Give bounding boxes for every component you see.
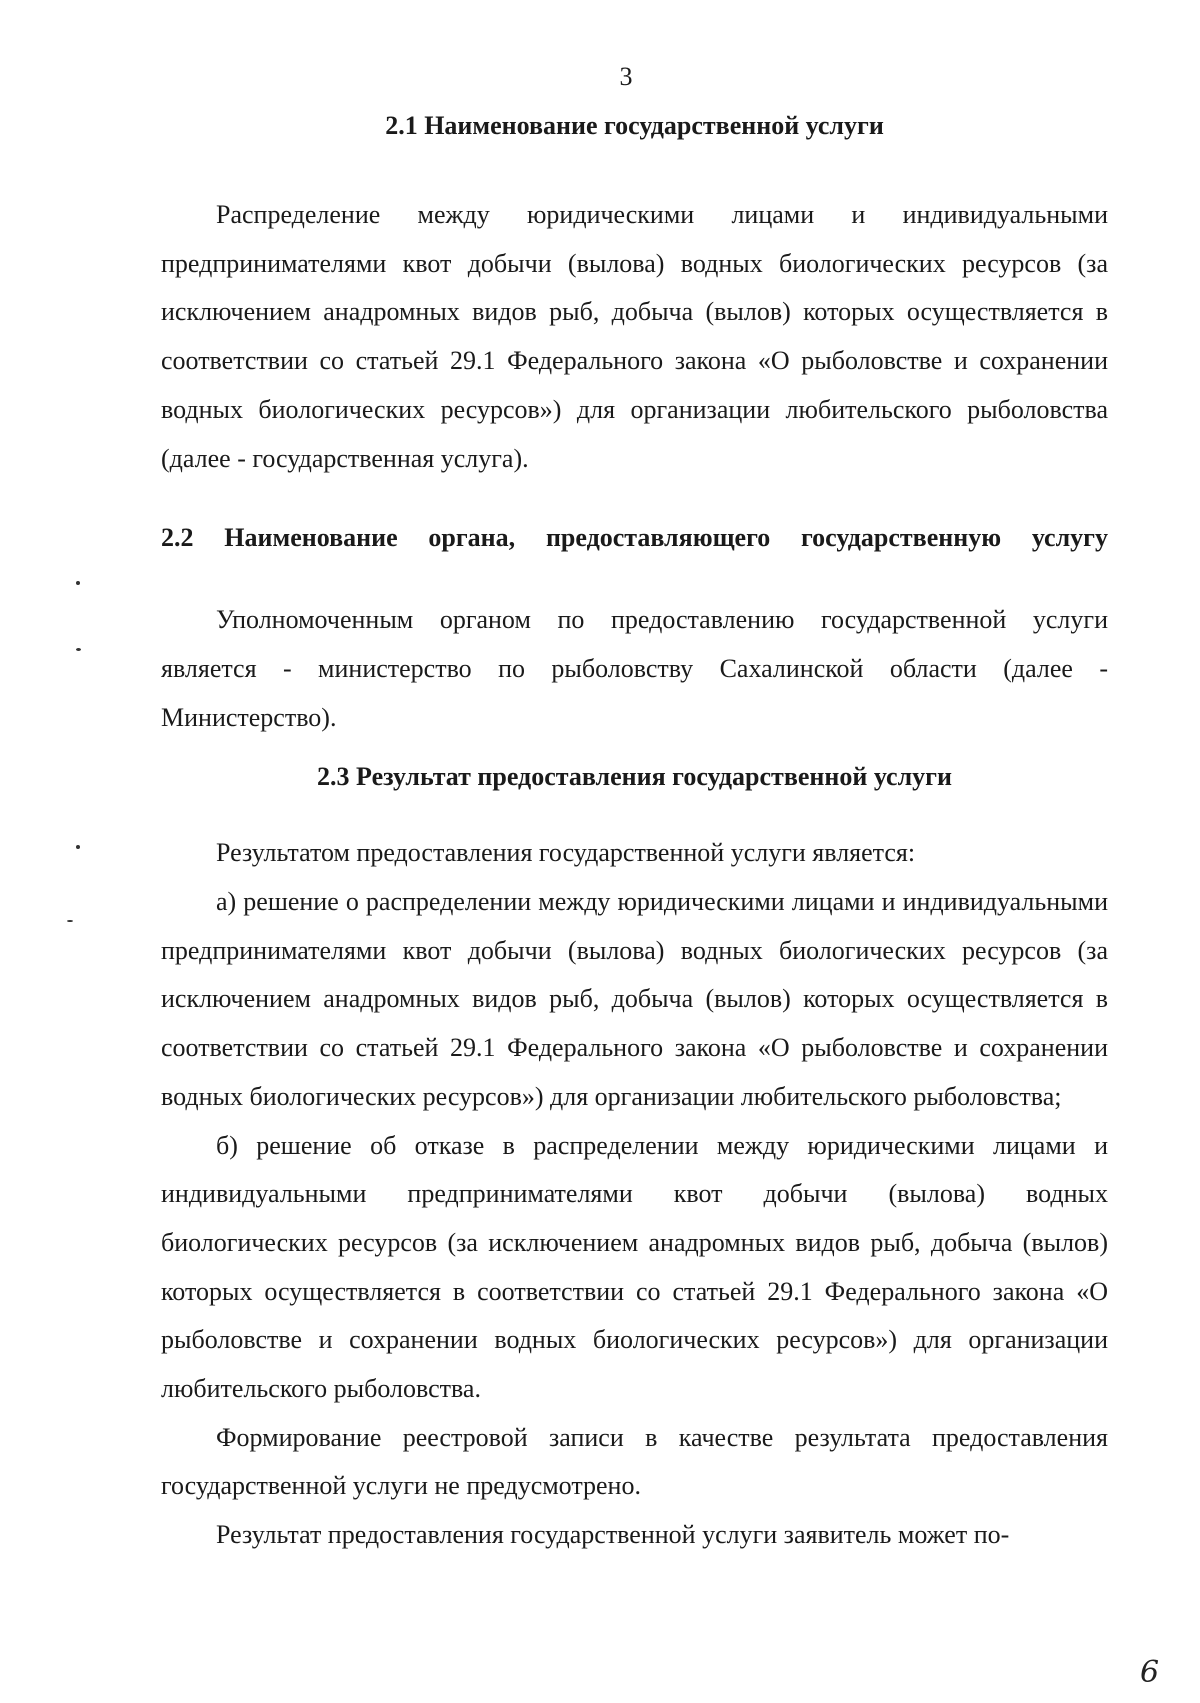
section-2-3-item-a: а) решение о распределении между юридическими лицами и индивидуальными предпринимателями квот добычи (вылова) водных биологических ресурсов (за исключением анадромных видов рыб, добыча (вылов) которых осуществляется в соответствии со статьей 29.1 Федерального закона «О рыболовстве и сохранении водных биологических ресурсов») для организации любительского рыболовства; <box>161 887 1108 1111</box>
scan-artifact-dot <box>76 648 81 651</box>
handwritten-page-mark: 6 <box>1140 1655 1160 1690</box>
section-heading-2-2: 2.2 Наименование органа, предоставляющего государственную услугу <box>161 523 1108 553</box>
section-heading-2-1: 2.1 Наименование государственной услуги <box>385 111 884 140</box>
document-body <box>161 108 1108 1560</box>
section-2-2-paragraph: Уполномоченным органом по предоставлению государственной услуги является - министерство по рыболовству Сахалинской области (далее - Министерство). <box>161 605 1108 732</box>
scan-artifact-dot <box>76 581 80 585</box>
section-2-3-item-b: б) решение об отказе в распределении между юридическими лицами и индивидуальными предпринимателями квот добычи (вылова) водных биологических ресурсов (за исключением анадромных видов рыб, добыча (вылов) которых осуществляется в соответствии со статьей 29.1 Федерального закона «О рыболовстве и сохранении водных биологических ресурсов») для организации любительского рыболовства. <box>161 1130 1108 1404</box>
section-2-1-paragraph: Распределение между юридическими лицами и индивидуальными предпринимателями квот добычи (вылова) водных биологических ресурсов (за исключением анадромных видов рыб, добыча (вылов) которых осуществляется в соответствии со статьей 29.1 Федерального закона «О рыболовстве и сохранении водных биологических ресурсов») для организации любительского рыболовства (далее - государственная услуга). <box>161 200 1108 473</box>
page-number: 3 <box>619 62 633 91</box>
scan-artifact-dot <box>76 845 80 849</box>
section-2-3-result-note: Результат предоставления государственной услуги заявитель может по- <box>216 1520 1010 1550</box>
section-2-3-intro: Результатом предоставления государственной услуги является: <box>216 838 916 868</box>
scan-artifact-dot <box>67 920 73 922</box>
section-2-3-registry-note: Формирование реестровой записи в качестве результата предоставления государственной услуги не предусмотрено. <box>161 1422 1108 1501</box>
section-heading-2-3: 2.3 Результат предоставления государственной услуги <box>317 762 952 792</box>
